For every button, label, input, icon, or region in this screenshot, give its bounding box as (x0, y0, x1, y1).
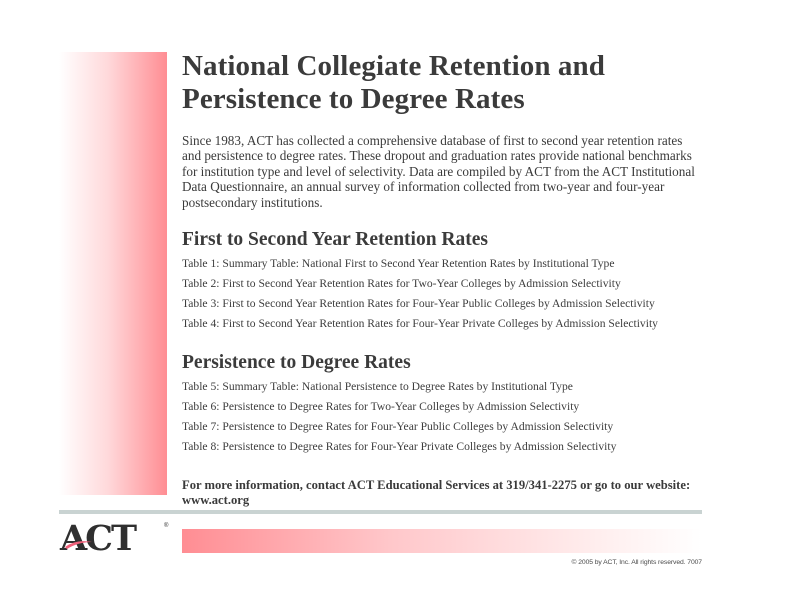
contact-info: For more information, contact ACT Educational Services at 319/341-2275 or go to our website: www.act.org (182, 478, 691, 508)
registered-mark: ® (164, 523, 169, 529)
decorative-gradient-bar (182, 529, 702, 553)
decorative-gradient-panel (59, 52, 167, 495)
table-link-8[interactable]: Table 8: Persistence to Degree Rates for Four-Year Private Colleges by Admission Selectivity (182, 440, 617, 454)
title-line-1: National Collegiate Retention and (182, 50, 605, 82)
intro-paragraph: Since 1983, ACT has collected a comprehensive database of first to second year retention rates and persistence to degree rates. These dropout and graduation rates provide national benchmarks for institution type and level of selectivity. Data are compiled by ACT from the ACT Institutional Data Questionnaire, an annual survey of information collected from two-year and four-year postsecondary institutions. (182, 133, 695, 210)
table-link-6[interactable]: Table 6: Persistence to Degree Rates for Two-Year Colleges by Admission Selectivity (182, 400, 580, 414)
table-link-7[interactable]: Table 7: Persistence to Degree Rates for Four-Year Public Colleges by Admission Selectivity (182, 420, 614, 434)
section-heading-persistence: Persistence to Degree Rates (182, 352, 411, 374)
title-line-2: Persistence to Degree Rates (182, 83, 525, 115)
persistence-table-list (182, 377, 702, 457)
act-logo (60, 518, 170, 559)
logo-swoosh-icon (64, 539, 94, 549)
table-link-1[interactable]: Table 1: Summary Table: National First to Second Year Retention Rates by Institutional Type (182, 257, 615, 271)
copyright-notice: © 2005 by ACT, Inc. All rights reserved. 7007 (571, 559, 702, 566)
page-title (182, 50, 702, 116)
table-link-5[interactable]: Table 5: Summary Table: National Persistence to Degree Rates by Institutional Type (182, 380, 573, 394)
document-body (182, 50, 702, 521)
table-link-2[interactable]: Table 2: First to Second Year Retention Rates for Two-Year Colleges by Admission Selectivity (182, 277, 621, 291)
section-heading-retention: First to Second Year Retention Rates (182, 229, 488, 251)
horizontal-divider (59, 510, 702, 514)
table-link-4[interactable]: Table 4: First to Second Year Retention Rates for Four-Year Private Colleges by Admission Selectivity (182, 317, 658, 331)
act-logo-text: ACT (60, 518, 136, 559)
table-link-3[interactable]: Table 3: First to Second Year Retention Rates for Four-Year Public Colleges by Admission Selectivity (182, 297, 655, 311)
retention-table-list (182, 254, 702, 334)
